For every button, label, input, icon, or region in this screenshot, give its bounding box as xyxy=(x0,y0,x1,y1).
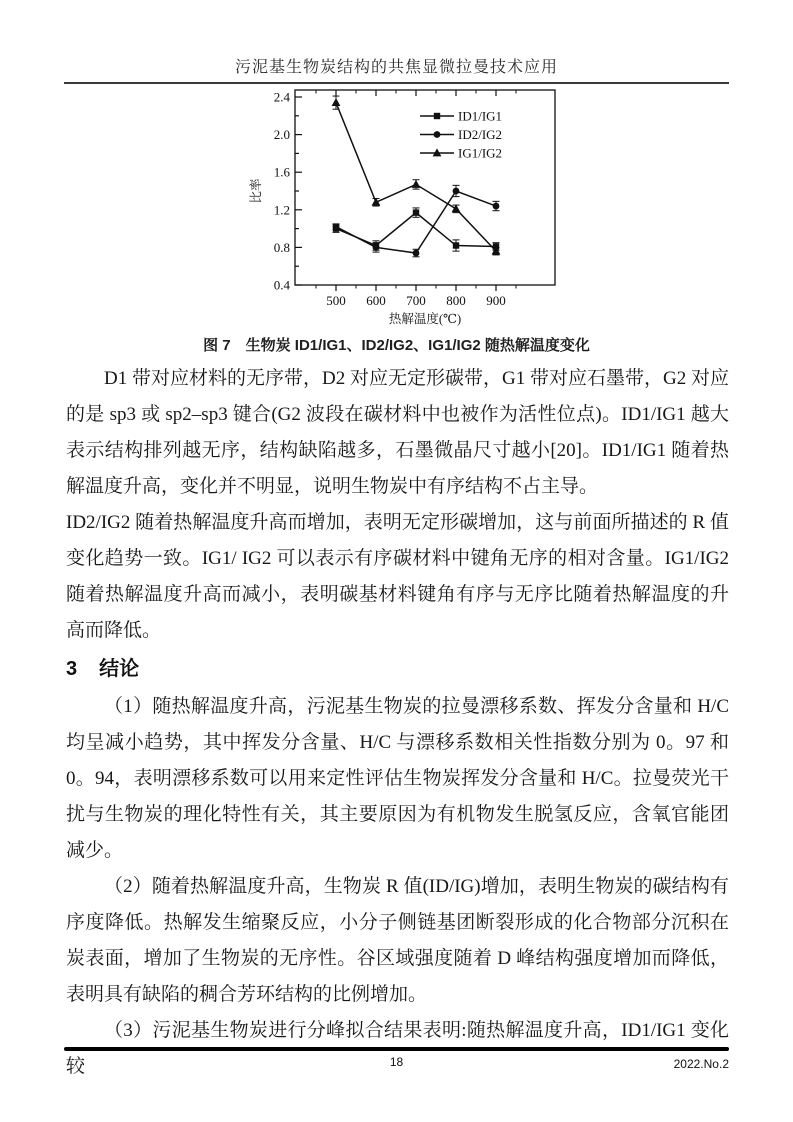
svg-text:600: 600 xyxy=(366,293,386,308)
svg-text:0.4: 0.4 xyxy=(273,277,290,293)
issue-label: 2022.No.2 xyxy=(673,1057,729,1071)
body-paragraph: ID2/IG2 随着热解温度升高而增加，表明无定形碳增加，这与前面所描述的 R 值变化趋势一致。IG1/ IG2 可以表示有序碳材料中键角无序的相对含量。IG1/IG2 随着热解温度升高而减小，表明碳基材料键角有序与无序比随着热解温度的升高而降低。 xyxy=(66,512,729,641)
running-header-title: 污泥基生物炭结构的共焦显微拉曼技术应用 xyxy=(234,59,558,76)
body-paragraph: D1 带对应材料的无序带，D2 对应无定形碳带，G1 带对应石墨带，G2 对应的是 sp3 或 sp2–sp3 键合(G2 波段在碳材料中也被作为活性位点)。ID1/IG1 越大表示结构排列越无序，结构缺陷越多，石墨微晶尺寸越小[20]。ID1/IG1 随着热解温度升高，变化并不明显，说明生物炭中有序结构不占主导。 xyxy=(66,368,729,497)
body-paragraph: （3）污泥基生物炭进行分峰拟合结果表明:随热解温度升高，ID1/IG1 变化较 xyxy=(66,1020,729,1077)
svg-text:ID1/IG1: ID1/IG1 xyxy=(458,108,503,124)
svg-text:700: 700 xyxy=(406,293,426,308)
svg-text:比率: 比率 xyxy=(249,178,263,204)
svg-text:500: 500 xyxy=(326,293,346,308)
svg-text:1.2: 1.2 xyxy=(273,202,290,218)
footer-divider xyxy=(64,1047,729,1051)
body-paragraph: （1）随热解温度升高，污泥基生物炭的拉曼漂移系数、挥发分含量和 H/C 均呈减小趋势，其中挥发分含量、H/C 与漂移系数相关性指数分别为 0。97 和 0。94，表明漂移系数可以用来定性评估生物炭挥发分含量和 H/C。拉曼荧光干扰与生物炭的理化特性有关，其主要原因为有机物发生脱氢反应，含氧官能团减少。 xyxy=(66,696,729,861)
svg-text:800: 800 xyxy=(446,293,466,308)
page-number: 18 xyxy=(389,1055,404,1069)
svg-text:900: 900 xyxy=(486,293,506,308)
svg-text:ID2/IG2: ID2/IG2 xyxy=(458,127,503,142)
svg-text:0.8: 0.8 xyxy=(273,239,290,255)
svg-text:IG1/IG2: IG1/IG2 xyxy=(458,145,503,161)
section-number: 3 xyxy=(66,658,78,680)
header-divider xyxy=(64,82,729,84)
svg-text:2.4: 2.4 xyxy=(273,89,290,105)
svg-text:2.0: 2.0 xyxy=(273,127,290,143)
svg-text:热解温度(℃): 热解温度(℃) xyxy=(388,312,462,326)
svg-text:1.6: 1.6 xyxy=(273,164,290,180)
figure-caption: 图 7 生物炭 ID1/IG1、ID2/IG2、IG1/IG2 随热解温度变化 xyxy=(203,337,590,354)
figure-7-chart xyxy=(230,86,570,338)
body-text-block xyxy=(66,361,729,1085)
section-heading-conclusion xyxy=(66,649,729,689)
line-chart-svg xyxy=(230,86,570,338)
section-title: 结论 xyxy=(99,658,140,680)
body-paragraph: （2）随着热解温度升高，生物炭 R 值(ID/IG)增加，表明生物炭的碳结构有序度降低。热解发生缩聚反应，小分子侧链基团断裂形成的化合物部分沉积在炭表面，增加了生物炭的无序性。谷区域强度随着 D 峰结构强度增加而降低，表明具有缺陷的稠合芳环结构的比例增加。 xyxy=(66,876,729,1005)
